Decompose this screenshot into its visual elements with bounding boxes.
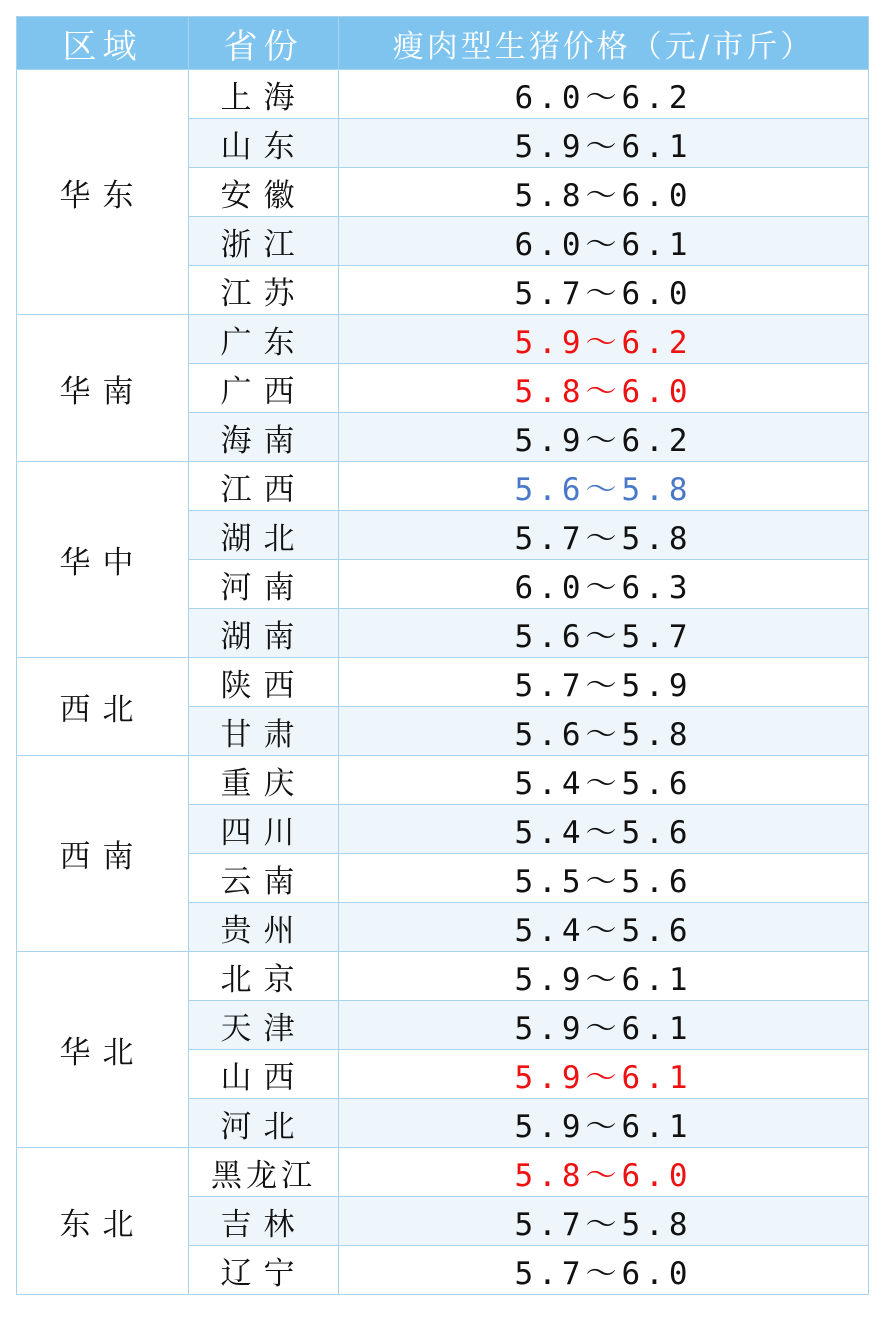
province-cell: 广东 bbox=[189, 315, 339, 364]
price-cell: 5.4～5.6 bbox=[339, 756, 869, 805]
price-cell: 5.9～6.1 bbox=[339, 1099, 869, 1148]
price-cell: 6.0～6.2 bbox=[339, 70, 869, 119]
province-cell: 湖北 bbox=[189, 511, 339, 560]
price-cell: 5.7～5.8 bbox=[339, 511, 869, 560]
table-header bbox=[17, 17, 869, 70]
table-row bbox=[17, 70, 869, 119]
table-row bbox=[17, 658, 869, 707]
province-cell: 海南 bbox=[189, 413, 339, 462]
pig-price-table bbox=[16, 16, 869, 1295]
province-cell: 河北 bbox=[189, 1099, 339, 1148]
price-cell: 5.6～5.8 bbox=[339, 462, 869, 511]
table-row bbox=[17, 1148, 869, 1197]
price-cell: 5.8～6.0 bbox=[339, 364, 869, 413]
header-row bbox=[17, 17, 869, 70]
price-cell: 5.4～5.6 bbox=[339, 903, 869, 952]
table-row bbox=[17, 462, 869, 511]
price-cell: 5.9～6.1 bbox=[339, 1001, 869, 1050]
province-cell: 四川 bbox=[189, 805, 339, 854]
price-cell: 5.9～6.1 bbox=[339, 1050, 869, 1099]
price-cell: 5.5～5.6 bbox=[339, 854, 869, 903]
province-cell: 辽宁 bbox=[189, 1246, 339, 1295]
region-cell: 华中 bbox=[17, 462, 189, 658]
price-cell: 5.9～6.1 bbox=[339, 119, 869, 168]
price-cell: 5.7～6.0 bbox=[339, 1246, 869, 1295]
table-row bbox=[17, 756, 869, 805]
region-cell: 华南 bbox=[17, 315, 189, 462]
province-cell: 山西 bbox=[189, 1050, 339, 1099]
province-cell: 上海 bbox=[189, 70, 339, 119]
price-cell: 5.7～5.9 bbox=[339, 658, 869, 707]
table-row bbox=[17, 315, 869, 364]
province-cell: 重庆 bbox=[189, 756, 339, 805]
price-cell: 5.9～6.1 bbox=[339, 952, 869, 1001]
province-cell: 广西 bbox=[189, 364, 339, 413]
price-cell: 5.8～6.0 bbox=[339, 1148, 869, 1197]
province-cell: 河南 bbox=[189, 560, 339, 609]
price-column-header: 瘦肉型生猪价格（元/市斤） bbox=[339, 17, 869, 70]
province-cell: 北京 bbox=[189, 952, 339, 1001]
province-cell: 黑龙江 bbox=[189, 1148, 339, 1197]
province-cell: 江苏 bbox=[189, 266, 339, 315]
table-body bbox=[17, 70, 869, 1295]
price-cell: 5.7～6.0 bbox=[339, 266, 869, 315]
price-cell: 5.9～6.2 bbox=[339, 413, 869, 462]
province-cell: 山东 bbox=[189, 119, 339, 168]
price-cell: 5.8～6.0 bbox=[339, 168, 869, 217]
province-cell: 陕西 bbox=[189, 658, 339, 707]
province-cell: 天津 bbox=[189, 1001, 339, 1050]
price-cell: 5.9～6.2 bbox=[339, 315, 869, 364]
province-cell: 浙江 bbox=[189, 217, 339, 266]
province-cell: 吉林 bbox=[189, 1197, 339, 1246]
price-cell: 5.6～5.7 bbox=[339, 609, 869, 658]
price-cell: 6.0～6.1 bbox=[339, 217, 869, 266]
province-column-header: 省份 bbox=[189, 17, 339, 70]
province-cell: 湖南 bbox=[189, 609, 339, 658]
table-row bbox=[17, 952, 869, 1001]
region-cell: 西南 bbox=[17, 756, 189, 952]
region-column-header: 区域 bbox=[17, 17, 189, 70]
province-cell: 甘肃 bbox=[189, 707, 339, 756]
province-cell: 江西 bbox=[189, 462, 339, 511]
province-cell: 云南 bbox=[189, 854, 339, 903]
price-cell: 6.0～6.3 bbox=[339, 560, 869, 609]
region-cell: 东北 bbox=[17, 1148, 189, 1295]
region-cell: 华北 bbox=[17, 952, 189, 1148]
price-cell: 5.7～5.8 bbox=[339, 1197, 869, 1246]
price-cell: 5.4～5.6 bbox=[339, 805, 869, 854]
province-cell: 安徽 bbox=[189, 168, 339, 217]
province-cell: 贵州 bbox=[189, 903, 339, 952]
region-cell: 华东 bbox=[17, 70, 189, 315]
price-cell: 5.6～5.8 bbox=[339, 707, 869, 756]
region-cell: 西北 bbox=[17, 658, 189, 756]
